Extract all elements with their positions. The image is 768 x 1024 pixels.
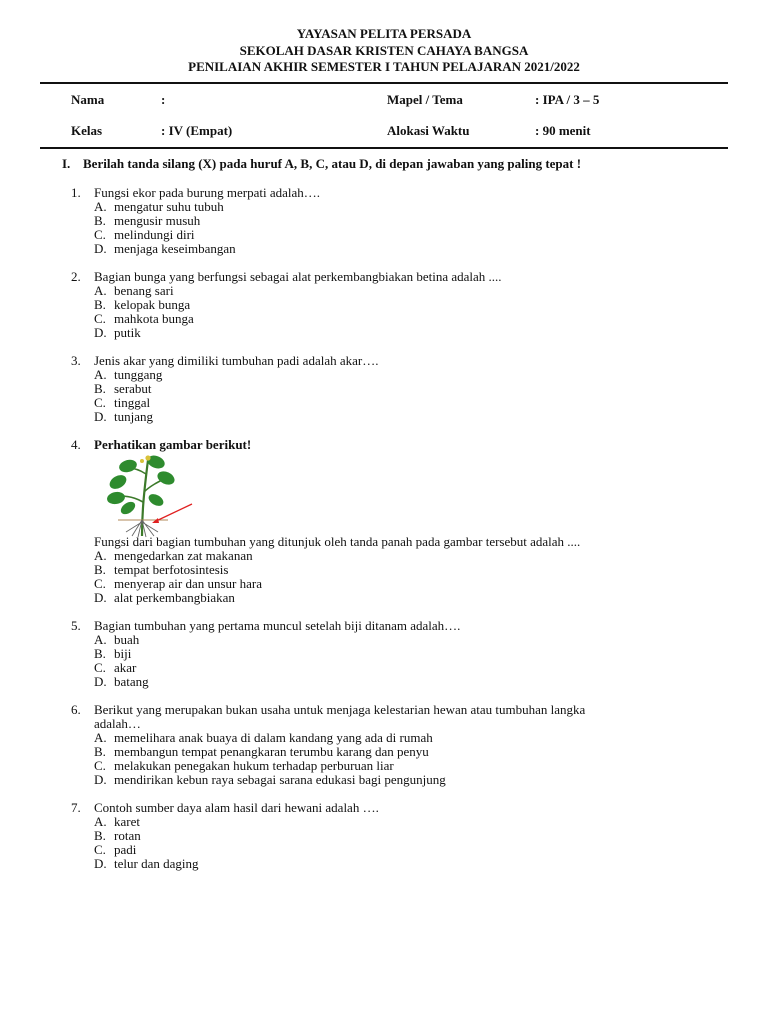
- question-text: Jenis akar yang dimiliki tumbuhan padi adalah akar….: [94, 353, 379, 368]
- option-letter: B.: [94, 297, 106, 312]
- answer-option[interactable]: [94, 228, 195, 242]
- option-letter: D.: [94, 674, 107, 689]
- option-text: menjaga keseimbangan: [114, 241, 236, 256]
- answer-option[interactable]: [94, 410, 153, 424]
- option-letter: C.: [94, 227, 106, 242]
- option-letter: A.: [94, 814, 107, 829]
- option-letter: A.: [94, 283, 107, 298]
- option-letter: A.: [94, 199, 107, 214]
- question-number: 4.: [71, 437, 81, 452]
- option-text: batang: [114, 674, 149, 689]
- option-letter: D.: [94, 772, 107, 787]
- option-text: tunggang: [114, 367, 163, 382]
- question-text: Contoh sumber daya alam hasil dari hewani adalah ….: [94, 800, 379, 815]
- option-text: benang sari: [114, 283, 174, 298]
- option-text: alat perkembangbiakan: [114, 590, 235, 605]
- question-number: 3.: [71, 353, 81, 368]
- option-text: mengedarkan zat makanan: [114, 548, 253, 563]
- answer-option[interactable]: [94, 745, 429, 759]
- time-label: Alokasi Waktu: [387, 123, 470, 138]
- question-number: 6.: [71, 702, 81, 717]
- question-text: Bagian bunga yang berfungsi sebagai alat perkembangbiakan betina adalah ....: [94, 269, 502, 284]
- answer-option[interactable]: [94, 591, 235, 605]
- school-name: SEKOLAH DASAR KRISTEN CAHAYA BANGSA: [239, 42, 529, 58]
- question-number: 2.: [71, 269, 81, 284]
- question-text: Bagian tumbuhan yang pertama muncul setelah biji ditanam adalah….: [94, 618, 461, 633]
- answer-option[interactable]: [94, 368, 162, 382]
- answer-option[interactable]: [94, 563, 228, 577]
- answer-option[interactable]: [94, 773, 446, 787]
- answer-option[interactable]: [94, 396, 150, 410]
- option-text: biji: [114, 646, 132, 661]
- header-divider-top: [40, 82, 728, 84]
- option-text: rotan: [114, 828, 141, 843]
- option-text: mengusir musuh: [114, 213, 201, 228]
- class-label: Kelas: [71, 123, 103, 138]
- option-text: akar: [114, 660, 137, 675]
- question-text: Berikut yang merupakan bukan usaha untuk menjaga kelestarian hewan atau tumbuhan langka: [94, 702, 586, 717]
- option-letter: B.: [94, 381, 106, 396]
- option-text: karet: [114, 814, 140, 829]
- answer-option[interactable]: [94, 214, 200, 228]
- option-text: mahkota bunga: [114, 311, 194, 326]
- question-number: 5.: [71, 618, 81, 633]
- section-number: I.: [62, 156, 71, 171]
- option-letter: A.: [94, 367, 107, 382]
- answer-option[interactable]: [94, 298, 190, 312]
- option-text: tunjang: [114, 409, 153, 424]
- option-letter: B.: [94, 744, 106, 759]
- answer-option[interactable]: [94, 633, 139, 647]
- question-text: Fungsi ekor pada burung merpati adalah….: [94, 185, 320, 200]
- document-header: [0, 26, 768, 76]
- option-text: tempat berfotosintesis: [114, 562, 229, 577]
- answer-option[interactable]: [94, 829, 141, 843]
- option-text: kelopak bunga: [114, 297, 191, 312]
- header-divider-bottom: [40, 147, 728, 149]
- option-text: mendirikan kebun raya sebagai sarana edukasi bagi pengunjung: [114, 772, 446, 787]
- option-letter: B.: [94, 828, 106, 843]
- answer-option[interactable]: [94, 242, 236, 256]
- option-text: melakukan penegakan hukum terhadap perburuan liar: [114, 758, 394, 773]
- question-text-continued: adalah…: [94, 716, 141, 731]
- answer-option[interactable]: [94, 759, 394, 773]
- option-text: mengatur suhu tubuh: [114, 199, 224, 214]
- option-text: serabut: [114, 381, 152, 396]
- answer-option[interactable]: [94, 731, 433, 745]
- answer-option[interactable]: [94, 815, 140, 829]
- option-text: melindungi diri: [114, 227, 195, 242]
- option-letter: D.: [94, 409, 107, 424]
- answer-option[interactable]: [94, 549, 253, 563]
- option-text: telur dan daging: [114, 856, 199, 871]
- option-letter: D.: [94, 590, 107, 605]
- question-text: Perhatikan gambar berikut!: [94, 437, 252, 452]
- option-text: tinggal: [114, 395, 151, 410]
- option-letter: D.: [94, 241, 107, 256]
- foundation-name: YAYASAN PELITA PERSADA: [296, 26, 472, 41]
- name-value: :: [161, 92, 166, 107]
- question-number: 1.: [71, 185, 81, 200]
- option-letter: A.: [94, 730, 107, 745]
- subject-label: Mapel / Tema: [387, 92, 463, 107]
- option-text: padi: [114, 842, 137, 857]
- option-letter: B.: [94, 213, 106, 228]
- answer-option[interactable]: [94, 312, 194, 326]
- subject-value: : IPA / 3 – 5: [535, 92, 600, 107]
- answer-option[interactable]: [94, 857, 198, 871]
- plant-with-roots-icon: [98, 452, 202, 538]
- class-value: : IV (Empat): [161, 123, 233, 138]
- option-letter: D.: [94, 325, 107, 340]
- option-letter: A.: [94, 632, 107, 647]
- option-text: buah: [114, 632, 140, 647]
- option-letter: C.: [94, 395, 106, 410]
- answer-option[interactable]: [94, 661, 136, 675]
- option-text: menyerap air dan unsur hara: [114, 576, 262, 591]
- answer-option[interactable]: [94, 647, 131, 661]
- option-letter: A.: [94, 548, 107, 563]
- option-letter: D.: [94, 856, 107, 871]
- option-letter: B.: [94, 646, 106, 661]
- answer-option[interactable]: [94, 675, 149, 689]
- name-label: Nama: [71, 92, 105, 107]
- option-letter: B.: [94, 562, 106, 577]
- answer-option[interactable]: [94, 382, 152, 396]
- option-letter: C.: [94, 576, 106, 591]
- option-letter: C.: [94, 660, 106, 675]
- option-text: putik: [114, 325, 141, 340]
- section-instruction-text: Berilah tanda silang (X) pada huruf A, B, C, atau D, di depan jawaban yang paling tepat !: [83, 156, 582, 171]
- option-letter: C.: [94, 311, 106, 326]
- answer-option[interactable]: [94, 284, 174, 298]
- question-number: 7.: [71, 800, 81, 815]
- exam-title: PENILAIAN AKHIR SEMESTER I TAHUN PELAJARAN 2021/2022: [188, 59, 580, 74]
- answer-option[interactable]: [94, 326, 141, 340]
- question-subtext: Fungsi dari bagian tumbuhan yang ditunjuk oleh tanda panah pada gambar tersebut adalah ....: [94, 534, 581, 549]
- option-letter: C.: [94, 758, 106, 773]
- answer-option[interactable]: [94, 577, 262, 591]
- option-text: membangun tempat penangkaran terumbu karang dan penyu: [114, 744, 429, 759]
- answer-option[interactable]: [94, 200, 224, 214]
- option-text: memelihara anak buaya di dalam kandang yang ada di rumah: [114, 730, 433, 745]
- answer-option[interactable]: [94, 843, 136, 857]
- time-value: : 90 menit: [535, 123, 591, 138]
- option-letter: C.: [94, 842, 106, 857]
